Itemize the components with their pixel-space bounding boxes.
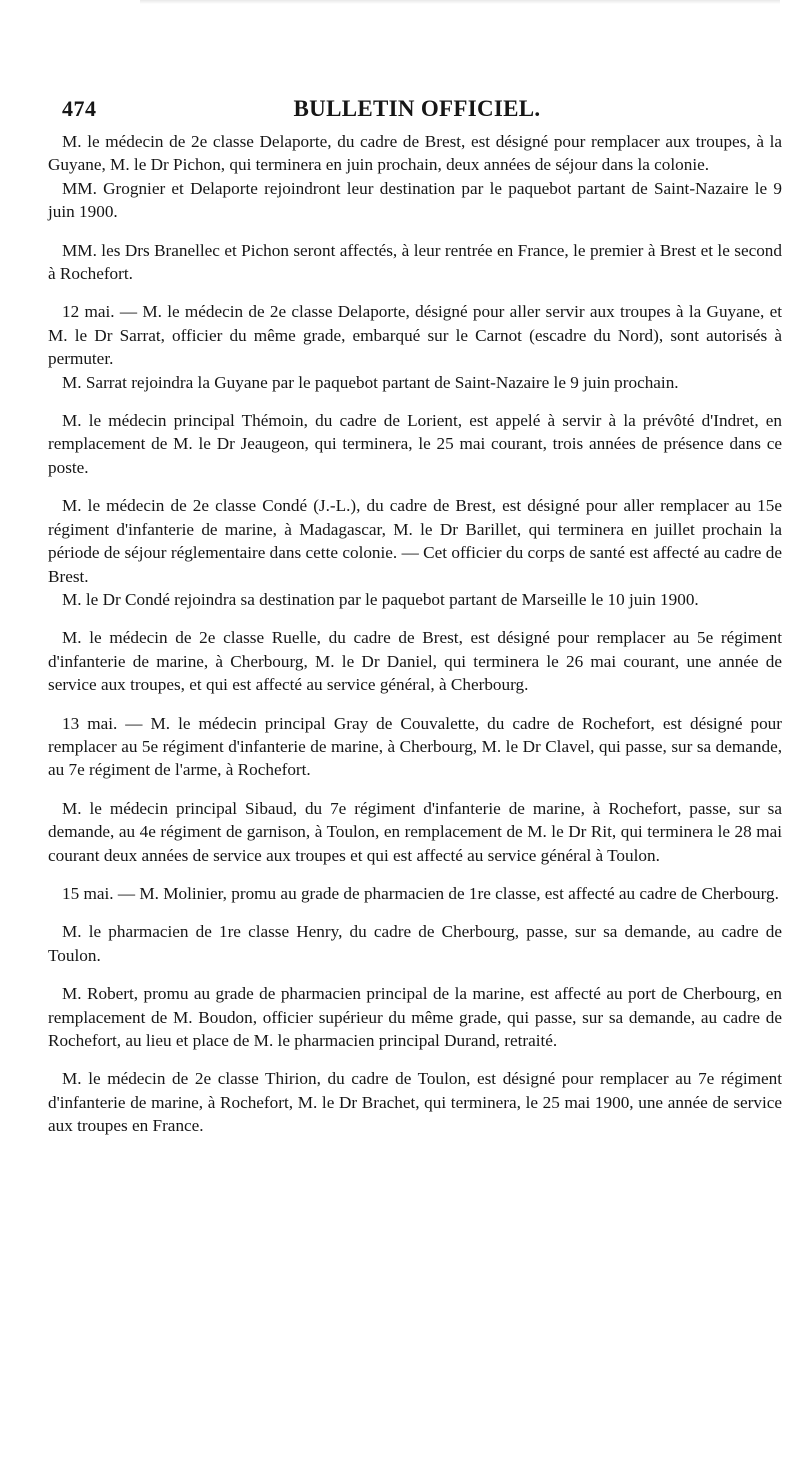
paragraph-12-mai-permutation: 12 mai. — M. le médecin de 2e classe Delaporte, désigné pour aller servir aux troupes à la Guyane, et M. le Dr Sarrat, officier du même grade, embarqué sur le Carnot (escadre du Nord), sont autorisés à permuter. — [48, 302, 782, 369]
paragraph-branellec-pichon: MM. les Drs Branellec et Pichon seront affectés, à leur rentrée en France, le premier à Brest et le second à Rochefort. — [48, 240, 782, 284]
paragraph-sarrat: M. Sarrat rejoindra la Guyane par le paquebot partant de Saint-Nazaire le 9 juin prochain. — [62, 372, 679, 392]
paragraph-thirion: M. le médecin de 2e classe Thirion, du cadre de Toulon, est désigné pour remplacer au 7e régiment d'infanterie de marine, à Rochefort, M. le Dr Brachet, qui terminera, le 25 mai 1900, une année de service aux troupes en France. — [48, 1069, 782, 1136]
body-text — [48, 130, 782, 1153]
paragraph-ruelle: M. le médecin de 2e classe Ruelle, du cadre de Brest, est désigné pour remplacer au 5e régiment d'infanterie de marine, à Cherbourg, M. le Dr Daniel, qui terminera le 26 mai courant, une année de service aux troupes, et qui est affecté au service général, à Cherbourg. — [48, 628, 782, 695]
paragraph-conde-madagascar: M. le médecin de 2e classe Condé (J.-L.), du cadre de Brest, est désigné pour aller remplacer au 15e régiment d'infanterie de marine, à Madagascar, M. le Dr Barillet, qui terminera en juillet prochain la période de séjour réglementaire dans cette colonie. — Cet officier du corps de santé est affecté au cadre de Brest. — [48, 496, 782, 586]
page-number: 474 — [62, 96, 97, 121]
paragraph-15-mai-molinier: 15 mai. — M. Molinier, promu au grade de pharmacien de 1re classe, est affecté au cadre de Cherbourg. — [62, 883, 779, 903]
top-edge-shadow — [140, 0, 780, 4]
paragraph-robert: M. Robert, promu au grade de pharmacien principal de la marine, est affecté au port de Cherbourg, en remplacement de M. Boudon, officier supérieur du même grade, qui passe, sur sa demande, au cadre de Rochefort, au lieu et place de M. le pharmacien principal Durand, retraité. — [48, 984, 782, 1050]
paragraph-themoin: M. le médecin principal Thémoin, du cadre de Lorient, est appelé à servir à la prévôté d'Indret, en remplacement de M. le Dr Jeaugeon, qui terminera, le 25 mai courant, trois années de présence dans ce poste. — [48, 411, 782, 477]
page-header — [62, 96, 772, 126]
paragraph-henry: M. le pharmacien de 1re classe Henry, du cadre de Cherbourg, passe, sur sa demande, au cadre de Toulon. — [48, 922, 782, 965]
paragraph-conde-marseille: M. le Dr Condé rejoindra sa destination par le paquebot partant de Marseille le 10 juin 1900. — [62, 589, 699, 609]
paragraph-sibaud: M. le médecin principal Sibaud, du 7e régiment d'infanterie de marine, à Rochefort, passe, sur sa demande, au 4e régiment de garnison, à Toulon, en remplacement de M. le Dr Rit, qui terminera le 28 mai courant deux années de service aux troupes et qui est affecté au service général à Toulon. — [48, 798, 782, 865]
paragraph-grognier-delaporte: MM. Grognier et Delaporte rejoindront leur destination par le paquebot partant de Saint-Nazaire le 9 juin 1900. — [48, 178, 782, 222]
running-title: BULLETIN OFFICIEL. — [293, 96, 541, 121]
paragraph-13-mai-gray: 13 mai. — M. le médecin principal Gray de Couvalette, du cadre de Rochefort, est désigné pour remplacer au 5e régiment d'infanterie de marine, à Cherbourg, M. le Dr Clavel, qui passe, sur sa demande, au 7e régiment de l'arme, à Rochefort. — [48, 713, 782, 780]
paragraph-delaporte-guyane: M. le médecin de 2e classe Delaporte, du cadre de Brest, est désigné pour remplacer aux troupes, à la Guyane, M. le Dr Pichon, qui terminera en juin prochain, deux années de séjour dans la colonie. — [48, 132, 782, 175]
